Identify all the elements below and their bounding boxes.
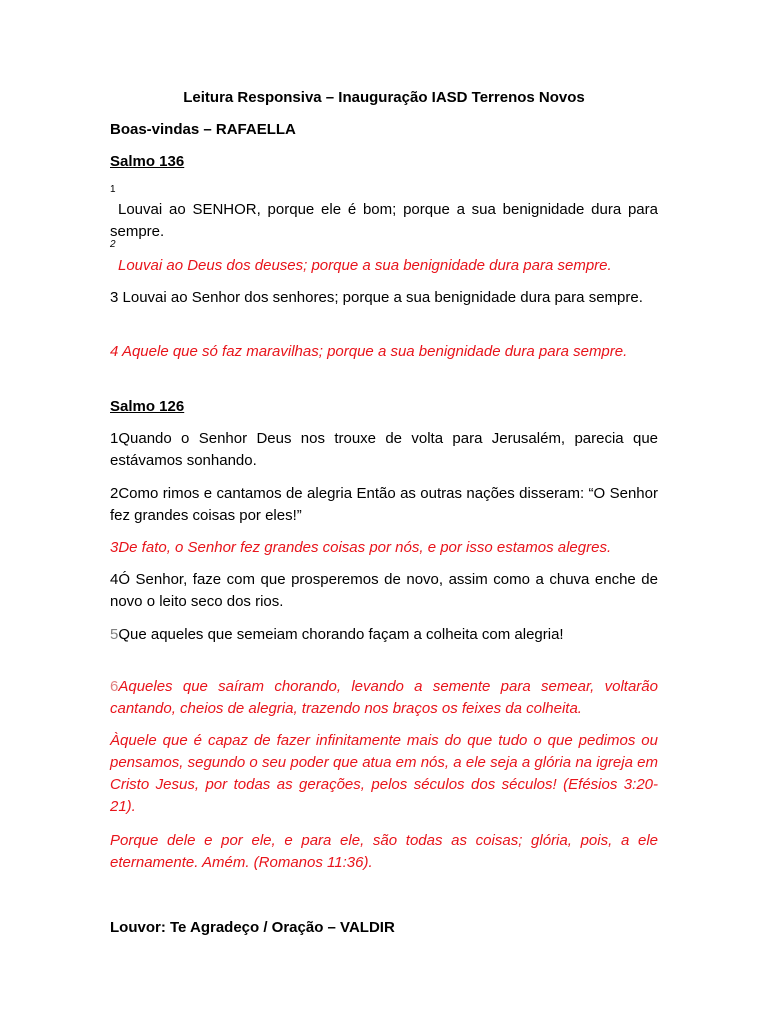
- psalm-136-verse-3: 3 Louvai ao Senhor dos senhores; porque a sua benignidade dura para sempre.: [110, 289, 643, 306]
- psalm-136-verse-1-number: 1: [110, 184, 116, 195]
- psalm-136-verse-2-number: 2: [110, 239, 116, 250]
- psalm-126-verse-6: [110, 676, 658, 720]
- ephesians-passage: Àquele que é capaz de fazer infinitamente mais do que tudo o que pedimos ou pensamos, segundo o seu poder que atua em nós, a ele seja a glória na igreja em Cristo Jesus, por todas as gerações, pelos séculos dos séculos! (Efésios 3:20-21).: [110, 732, 658, 815]
- psalm-136-heading: Salmo 136: [110, 153, 185, 170]
- psalm-126-verse-5: [110, 624, 658, 646]
- psalm-126-verse-6-text: Aqueles que saíram chorando, levando a semente para semear, voltarão cantando, cheios de alegria, trazendo nos braços os feixes da colheita.: [110, 678, 658, 717]
- psalm-126-verse-1: 1Quando o Senhor Deus nos trouxe de volta para Jerusalém, parecia que estávamos sonhando.: [110, 430, 658, 469]
- psalm-126-verse-2: 2Como rimos e cantamos de alegria Então as outras nações disseram: “O Senhor fez grandes coisas por eles!”: [110, 485, 658, 524]
- psalm-126-verse-4: 4Ó Senhor, faze com que prosperemos de novo, assim como a chuva enche de novo o leito seco dos rios.: [110, 571, 658, 610]
- psalm-126-verse-3: 3De fato, o Senhor fez grandes coisas por nós, e por isso estamos alegres.: [110, 539, 612, 556]
- romans-passage: Porque dele e por ele, e para ele, são todas as coisas; glória, pois, a ele eternamente. Amém. (Romanos 11:36).: [110, 832, 658, 871]
- psalm-136-verse-2: Louvai ao Deus dos deuses; porque a sua benignidade dura para sempre.: [118, 257, 612, 274]
- psalm-136-verse-4: 4 Aquele que só faz maravilhas; porque a sua benignidade dura para sempre.: [110, 343, 628, 360]
- closing-heading: Louvor: Te Agradeço / Oração – VALDIR: [110, 919, 395, 936]
- psalm-136-verse-1: Louvai ao SENHOR, porque ele é bom; porque a sua benignidade dura para sempre.: [110, 201, 658, 240]
- psalm-126-heading: Salmo 126: [110, 398, 185, 415]
- psalm-126-verse-5-text: Que aqueles que semeiam chorando façam a colheita com alegria!: [118, 626, 564, 643]
- document-title: Leitura Responsiva – Inauguração IASD Terrenos Novos: [183, 89, 585, 106]
- welcome-heading: Boas-vindas – RAFAELLA: [110, 121, 296, 138]
- psalm-126-verse-5-number: 5: [110, 626, 119, 643]
- psalm-126-verse-6-number: 6: [110, 678, 119, 695]
